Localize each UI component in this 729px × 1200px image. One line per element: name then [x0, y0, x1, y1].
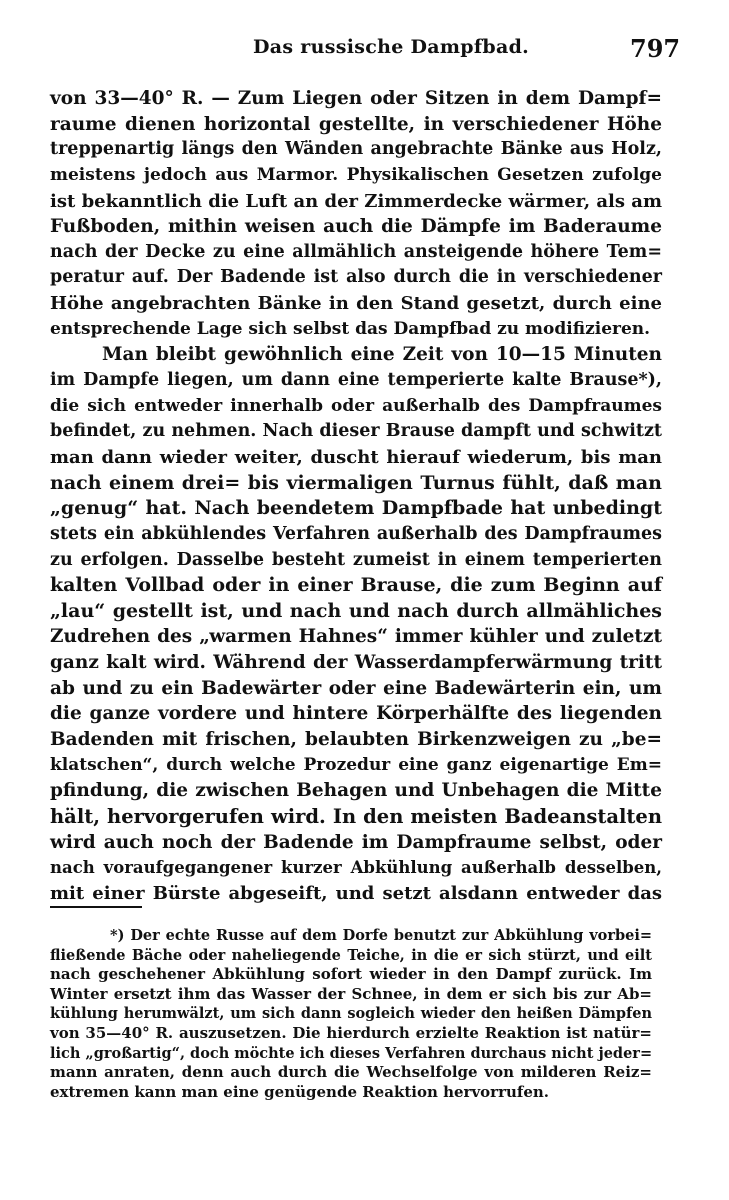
- footnote-line: kühlung herumwälzt, um sich dann sogleich wieder den heißen Dämpfen: [50, 1005, 652, 1023]
- body-line: Man bleibt gewöhnlich eine Zeit von 10—15 Minuten: [102, 344, 662, 366]
- body-line: die sich entweder innerhalb oder außerhalb des Dampfraumes: [50, 395, 662, 416]
- footnote-line: extremen kann man eine genügende Reaktion hervorrufen.: [50, 1082, 550, 1101]
- footnote-line: von 35—40° R. auszusetzen. Die hierdurch erzielte Reaktion ist natür=: [50, 1023, 652, 1042]
- body-line: wird auch noch der Badende im Dampfraume selbst, oder: [50, 831, 662, 853]
- body-line: entsprechende Lage sich selbst das Dampfbad zu modifizieren.: [50, 318, 651, 339]
- body-line: Fußboden, mithin weisen auch die Dämpfe im Baderaume: [50, 216, 662, 238]
- body-line: pfindung, die zwischen Behagen und Unbehagen die Mitte: [50, 780, 662, 802]
- body-line: die ganze vordere und hintere Körperhälfte des liegenden: [50, 703, 662, 725]
- footnote-rule: [50, 906, 142, 908]
- body-line: peratur auf. Der Badende ist also durch die in verschiedener: [50, 267, 662, 288]
- page-number: 797: [630, 34, 681, 63]
- footnote-line: lich „großartig“, doch möchte ich dieses Verfahren durchaus nicht jeder=: [50, 1044, 653, 1062]
- body-line: ganz kalt wird. Während der Wasserdampferwärmung tritt: [50, 652, 662, 674]
- body-line: meistens jedoch aus Marmor. Physikalischen Gesetzen zufolge: [50, 164, 662, 185]
- body-line: Höhe angebrachten Bänke in den Stand gesetzt, durch eine: [50, 293, 662, 315]
- body-line: mit einer Bürste abgeseift, und setzt alsdann entweder das: [50, 882, 662, 904]
- body-line: befindet, zu nehmen. Nach dieser Brause dampft und schwitzt: [50, 421, 662, 442]
- footnote: [50, 926, 652, 1102]
- body-line: im Dampfe liegen, um dann eine temperierte kalte Brause*),: [50, 370, 662, 391]
- body-line: stets ein abkühlendes Verfahren außerhalb des Dampfraumes: [50, 523, 662, 544]
- body-line: klatschen“, durch welche Prozedur eine ganz eigenartige Em=: [50, 754, 662, 775]
- body-line: ab und zu ein Badewärter oder eine Badewärterin ein, um: [50, 677, 662, 699]
- body-line: nach der Decke zu eine allmählich ansteigende höhere Tem=: [50, 241, 662, 262]
- body-line: kalten Vollbad oder in einer Brause, die zum Beginn auf: [50, 574, 662, 597]
- footnote-line: *) Der echte Russe auf dem Dorfe benutzt zur Abkühlung vorbei=: [110, 927, 652, 944]
- body-line: nach einem drei= bis viermaligen Turnus fühlt, daß man: [50, 471, 662, 494]
- running-title: Das russische Dampfbad.: [253, 36, 530, 58]
- footnote-line: fließende Bäche oder naheliegende Teiche, in die er sich stürzt, und eilt: [50, 946, 652, 964]
- body-line: zu erfolgen. Dasselbe besteht zumeist in einem temperierten: [50, 549, 662, 570]
- footnote-line: nach geschehener Abkühlung sofort wieder in den Dampf zurück. Im: [50, 965, 652, 984]
- running-head: [0, 36, 729, 64]
- body-line: Badenden mit frischen, belaubten Birkenzweigen zu „be=: [50, 729, 662, 751]
- body-text: [50, 86, 662, 907]
- body-line: nach voraufgegangener kurzer Abkühlung außerhalb desselben,: [50, 858, 662, 878]
- body-line: „lau“ gestellt ist, und nach und nach durch allmähliches: [50, 599, 662, 622]
- body-line: man dann wieder weiter, duscht hierauf wiederum, bis man: [50, 446, 662, 468]
- body-line: raume dienen horizontal gestellte, in verschiedener Höhe: [50, 113, 662, 135]
- body-line: hält, hervorgerufen wird. In den meisten Badeanstalten: [50, 804, 662, 828]
- body-line: von 33—40° R. — Zum Liegen oder Sitzen in dem Dampf=: [50, 88, 662, 109]
- footnote-line: mann anraten, denn auch durch die Wechselfolge von milderen Reiz=: [50, 1063, 652, 1082]
- body-line: ist bekanntlich die Luft an der Zimmerdecke wärmer, als am: [50, 190, 662, 212]
- body-line: „genug“ hat. Nach beendetem Dampfbade hat unbedingt: [50, 497, 662, 520]
- body-line: Zudrehen des „warmen Hahnes“ immer kühler und zuletzt: [50, 626, 662, 648]
- body-line: treppenartig längs den Wänden angebrachte Bänke aus Holz,: [50, 139, 662, 160]
- footnote-line: Winter ersetzt ihm das Wasser der Schnee, in dem er sich bis zur Ab=: [50, 984, 652, 1003]
